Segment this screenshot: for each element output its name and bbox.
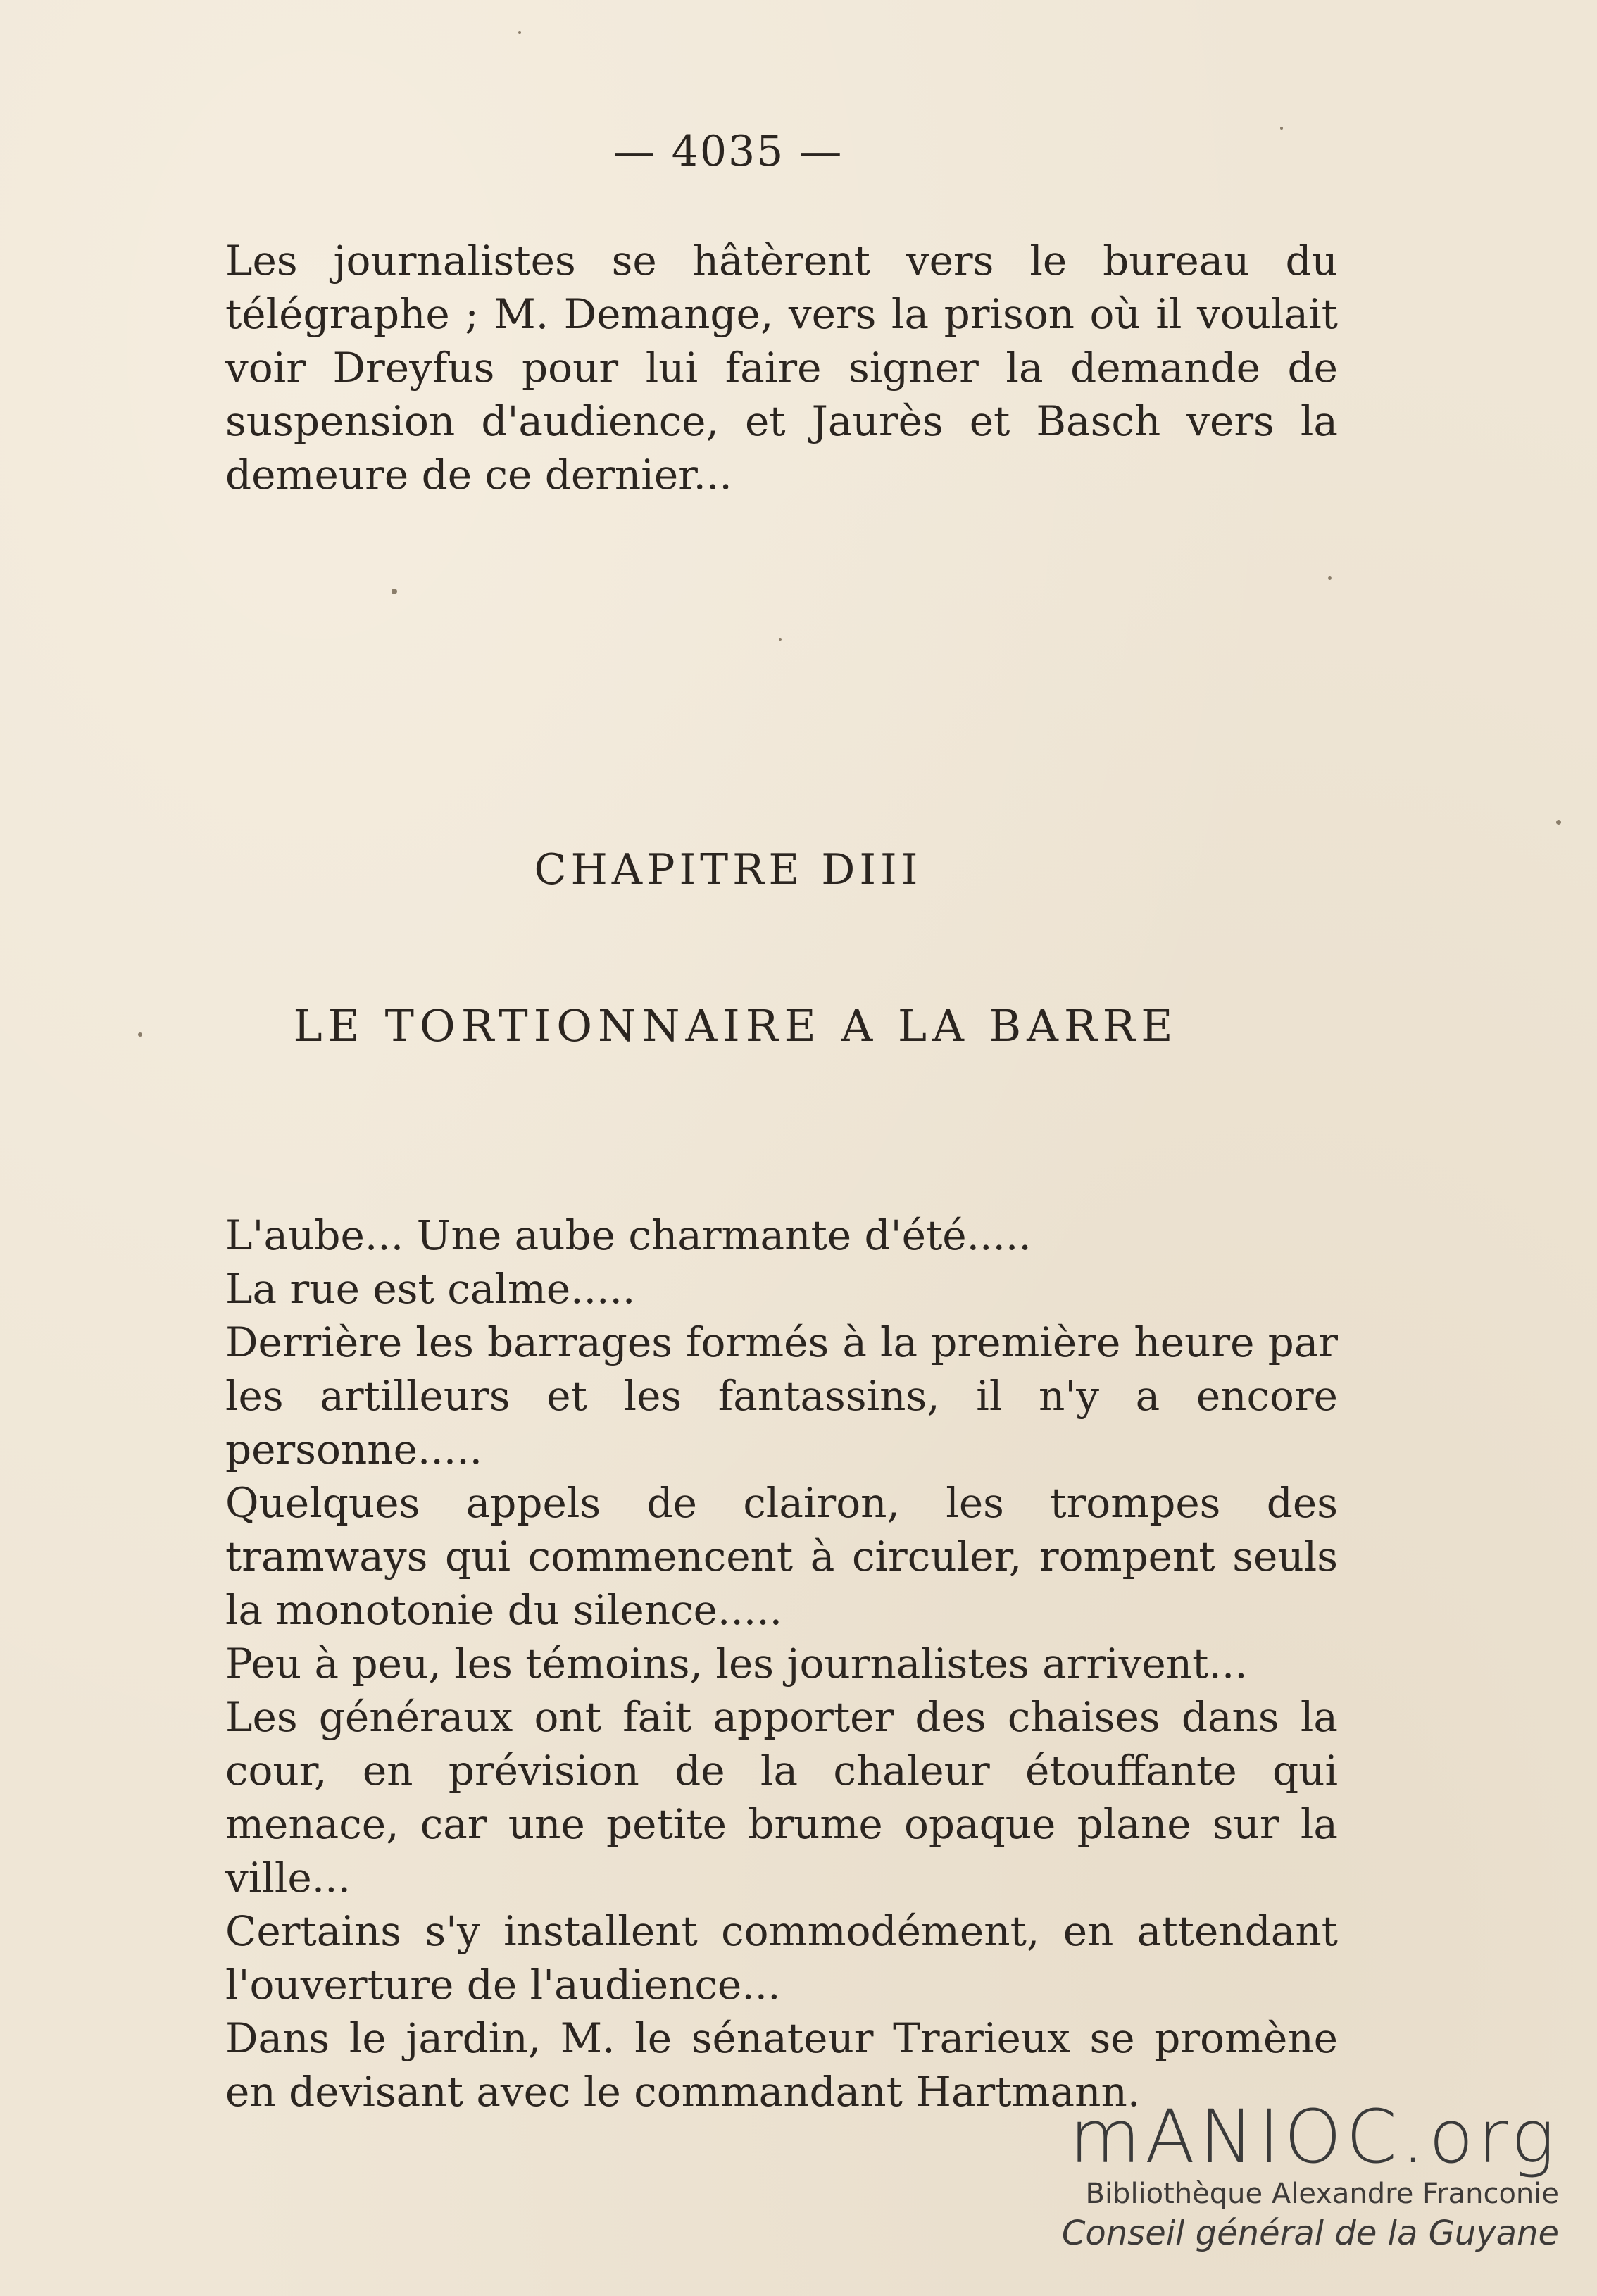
paragraph: La rue est calme..... xyxy=(225,1265,636,1313)
chapter-title: LE TORTIONNAIRE A LA BARRE xyxy=(293,1000,1179,1052)
paper-speck xyxy=(138,1032,142,1037)
library-name: Bibliothèque Alexandre Franconie xyxy=(1085,2178,1559,2210)
paragraph: Peu à peu, les témoins, les journalistes arrivent... xyxy=(225,1640,1248,1687)
chapter-number: CHAPITRE DIII xyxy=(534,845,922,894)
manioc-logo: mANIOC.org xyxy=(1069,2094,1559,2180)
paper-speck xyxy=(1328,576,1332,580)
paper-speck xyxy=(392,589,397,594)
paragraph-text: Les journalistes se hâtèrent vers le bureau du télégraphe ; M. Demange, vers la prison où il voulait voir Dreyfus pour lui faire signer la demande de suspension d'audience, et Jaurès et Basch vers la demeure de ce dernier... xyxy=(225,237,1338,499)
paper-speck xyxy=(518,31,521,34)
paragraph: Les généraux ont fait apporter des chaises dans la cour, en prévision de la chaleur étouffante qui menace, car une petite brume opaque plane sur la ville... xyxy=(225,1693,1338,1902)
paragraph: Dans le jardin, M. le sénateur Trarieux se promène en devisant avec le commandant Hartmann. xyxy=(225,2014,1338,2116)
paper-speck xyxy=(779,638,782,641)
chapter-body xyxy=(225,1209,1338,2119)
page-number: — 4035 — xyxy=(613,127,844,176)
manioc-watermark xyxy=(1038,2094,1559,2255)
paper-speck xyxy=(1556,820,1561,825)
paragraph: Certains s'y installent commodément, en attendant l'ouverture de l'audience... xyxy=(225,1907,1338,2009)
council-name: Conseil général de la Guyane xyxy=(1061,2214,1559,2253)
paragraph: Quelques appels de clairon, les trompes des tramways qui commencent à circuler, rompent seuls la monotonie du silence..... xyxy=(225,1479,1338,1634)
paragraph: Derrière les barrages formés à la première heure par les artilleurs et les fantassins, il n'y a encore personne..... xyxy=(225,1318,1338,1473)
paper-speck xyxy=(1280,127,1283,130)
paragraph: L'aube... Une aube charmante d'été..... xyxy=(225,1211,1032,1259)
opening-paragraph xyxy=(225,234,1338,501)
